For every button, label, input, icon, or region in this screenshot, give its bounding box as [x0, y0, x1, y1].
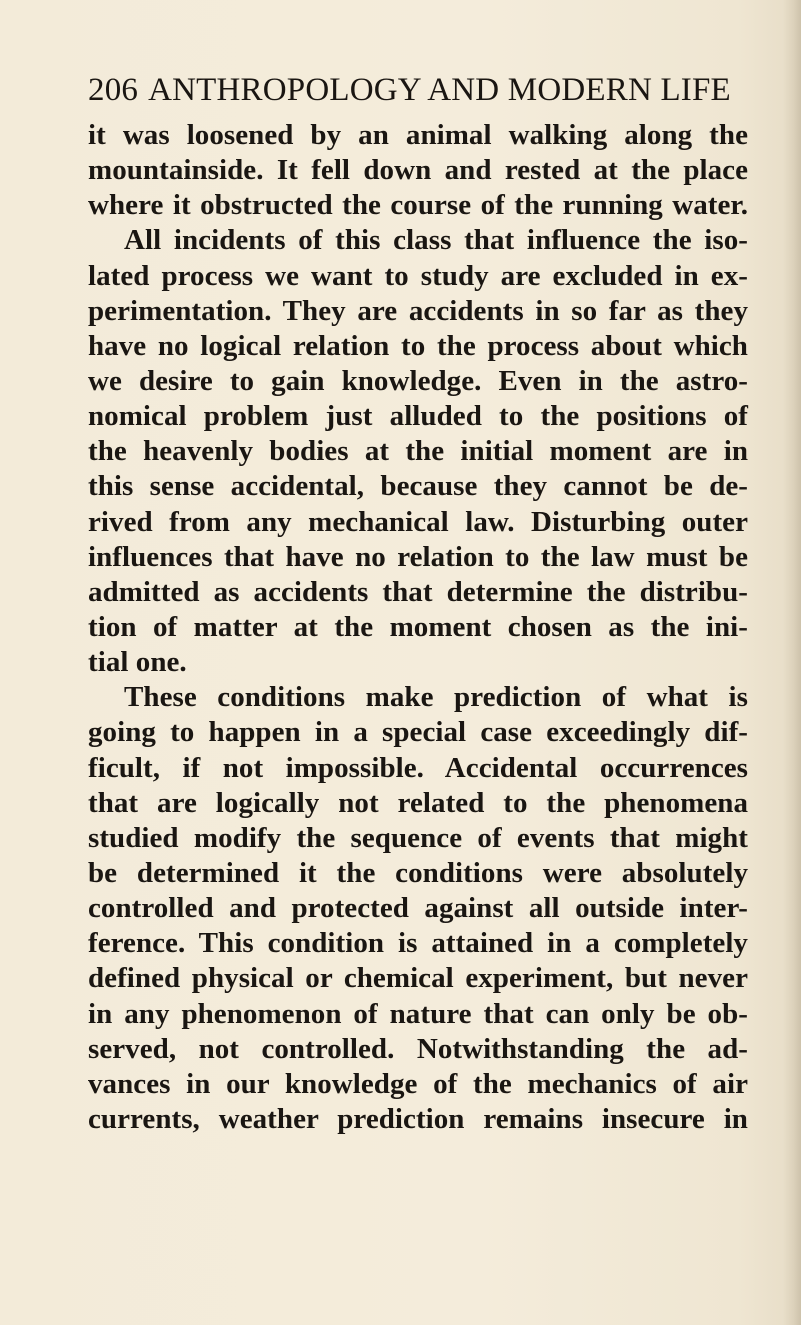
text-line: be determined it the conditions were absolutely: [88, 856, 748, 889]
text-line: tion of matter at the moment chosen as the ini-: [88, 610, 748, 643]
text-line: going to happen in a special case exceedingly dif-: [88, 716, 748, 749]
text-line: ference. This condition is attained in a completely: [88, 927, 748, 960]
text-line: lated process we want to study are excluded in ex-: [88, 259, 748, 292]
body-text: [88, 118, 748, 1137]
text-line: nomical problem just alluded to the positions of: [88, 400, 748, 433]
text-line: it was loosened by an animal walking along the: [88, 119, 748, 151]
text-line: controlled and protected against all outside inter-: [88, 892, 748, 925]
text-line: we desire to gain knowledge. Even in the astro-: [88, 364, 748, 397]
text-line: that are logically not related to the phenomena: [88, 786, 748, 819]
text-line: influences that have no relation to the law must be: [88, 540, 748, 573]
text-line: currents, weather prediction remains insecure in: [88, 1102, 748, 1135]
text-line: vances in our knowledge of the mechanics of air: [88, 1067, 748, 1100]
text-line: These conditions make prediction of what is: [124, 681, 748, 714]
text-line: All incidents of this class that influence the iso-: [124, 224, 748, 257]
text-line: in any phenomenon of nature that can only be ob-: [88, 997, 748, 1030]
text-line: mountainside. It fell down and rested at the place: [88, 154, 748, 187]
text-line: defined physical or chemical experiment, but never: [88, 962, 748, 995]
text-line: this sense accidental, because they cannot be de-: [88, 470, 748, 503]
text-line: admitted as accidents that determine the distribu-: [88, 575, 748, 608]
text-line: perimentation. They are accidents in so far as they: [88, 294, 748, 327]
text-line: have no logical relation to the process about which: [88, 329, 748, 362]
running-header: [88, 72, 748, 109]
text-line: the heavenly bodies at the initial moment are in: [88, 435, 748, 468]
text-line: tial one.: [88, 646, 187, 679]
text-line: where it obstructed the course of the running water.: [88, 189, 748, 222]
running-title: ANTHROPOLOGY AND MODERN LIFE: [148, 72, 731, 108]
page-edge-shadow: [783, 0, 801, 1325]
page-number: 206: [88, 72, 139, 108]
text-line: studied modify the sequence of events that might: [88, 821, 748, 854]
text-line: rived from any mechanical law. Disturbing outer: [88, 505, 748, 538]
text-line: served, not controlled. Notwithstanding the ad-: [88, 1032, 748, 1065]
text-line: ficult, if not impossible. Accidental occurrences: [88, 751, 748, 784]
